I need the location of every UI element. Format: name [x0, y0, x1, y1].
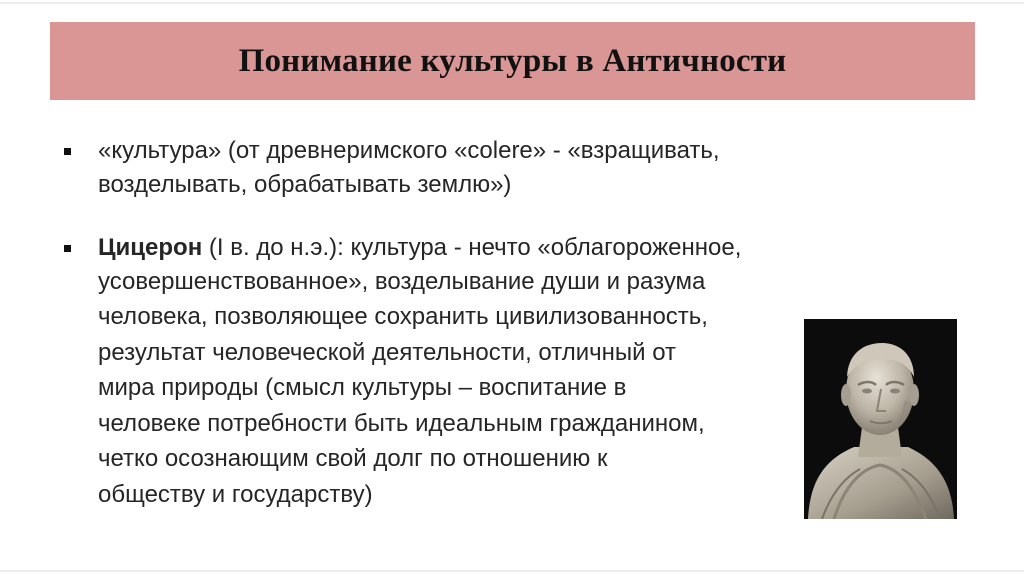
bullet-line: обществу и государству) — [98, 480, 373, 508]
square-bullet-icon — [64, 245, 71, 252]
bullet-line: человека, позволяющее сохранить цивилизованность, — [98, 303, 708, 330]
bullet-line: «культура» (от древнеримского «colere» - «взращивать, — [98, 137, 720, 164]
bullet-line: результат человеческой деятельности, отличный от — [98, 338, 677, 366]
square-bullet-icon — [64, 148, 71, 155]
bullet-item-culture-etymology — [64, 134, 824, 202]
bottom-divider — [0, 570, 1024, 572]
bullet-first-line — [98, 231, 824, 265]
bullet-text — [98, 231, 824, 512]
bullet-text — [98, 134, 824, 202]
bullet-line: усовершенствованное», возделывание души и разума — [98, 268, 706, 295]
bullet-line: мира природы (смысл культуры – воспитание в — [98, 374, 627, 401]
bust-of-cicero-photo — [804, 319, 957, 519]
bullet-line: возделывать, обрабатывать землю») — [98, 171, 512, 198]
bullet-line: человеке потребности быть идеальным гражданином, — [98, 409, 705, 437]
cicero-bust-image — [804, 319, 957, 519]
top-divider — [0, 2, 1024, 4]
bullet-line: четко осознающим свой долг по отношению к — [98, 445, 608, 472]
bullet-line: (I в. до н.э.): культура - нечто «облагороженное, — [202, 234, 742, 261]
title-band — [50, 22, 975, 100]
bullet-bold-lead: Цицерон — [98, 234, 203, 261]
slide-title: Понимание культуры в Античности — [238, 42, 787, 79]
bullet-item-cicero — [64, 231, 824, 512]
